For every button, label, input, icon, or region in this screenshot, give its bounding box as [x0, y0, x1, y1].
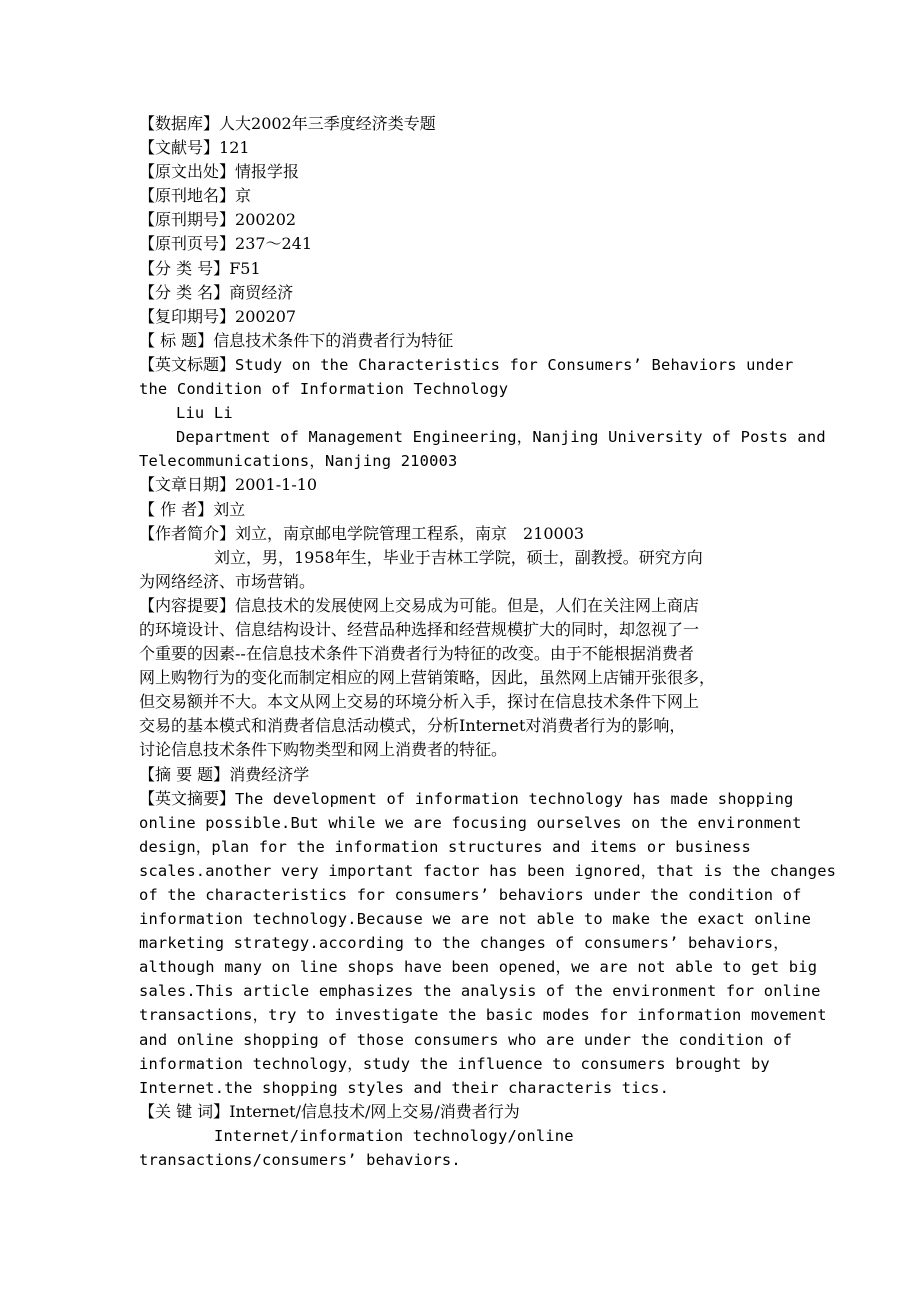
field-label: 【文献号】 — [139, 138, 220, 158]
en-affiliation: Department of Management Engineering，Nanjing University of Posts and — [176, 428, 826, 447]
abstract-cn-line: 的环境设计、信息结构设计、经营品种选择和经营规模扩大的同时，却忽视了一 — [139, 619, 700, 639]
field-source — [139, 160, 829, 184]
abstract-en-line: although many on line shops have been opened，we are not able to get big — [139, 958, 818, 977]
field-abstract-en — [139, 787, 829, 811]
abstract-cn-line: 但交易额并不大。本文从网上交易的环境分析入手，探讨在信息技术条件下网上 — [139, 692, 700, 712]
field-value: 2001-1-10 — [235, 475, 318, 495]
field-label: 【摘 要 题】 — [139, 764, 230, 784]
field-issue — [139, 208, 829, 232]
abstract-en-line: of the characteristics for consumers’ behaviors under the condition of — [139, 886, 802, 904]
field-class-no — [139, 257, 829, 281]
abstract-en-line: marketing strategy.according to the changes of consumers’ behaviors， — [139, 934, 789, 953]
field-label: 【作者简介】 — [139, 523, 236, 543]
field-class-name — [139, 281, 829, 305]
field-date — [139, 473, 829, 497]
field-value: 刘立 — [213, 499, 246, 519]
field-value: 消费经济学 — [229, 764, 310, 784]
field-value: The development of information technology has made shopping — [235, 789, 794, 808]
en-author: Liu Li — [176, 404, 233, 423]
field-label: 【分 类 号】 — [139, 258, 230, 278]
abstract-cn-line: 网上购物行为的变化而制定相应的网上营销策略，因此，虽然网上店铺开张很多， — [139, 668, 716, 688]
field-label: 【内容提要】 — [139, 595, 236, 615]
field-keywords — [139, 1100, 829, 1124]
en-affiliation-continued: Telecommunications，Nanjing 210003 — [139, 452, 458, 471]
abstract-en-line: scales.another very important factor has been ignored，that is the changes — [139, 861, 837, 880]
keywords-en-continued: transactions/consumers’ behaviors. — [139, 1151, 461, 1170]
document-page — [139, 112, 837, 1172]
field-doc-no — [139, 136, 829, 160]
abstract-en-line: and online shopping of those consumers who are under the condition of — [139, 1030, 793, 1049]
field-label: 【原刊页号】 — [139, 234, 236, 254]
field-label: 【原刊地名】 — [139, 186, 236, 206]
field-value: 200207 — [235, 306, 297, 326]
abstract-en-line: information technology，study the influence to consumers brought by — [139, 1054, 770, 1073]
en-title-continued: the Condition of Information Technology — [139, 380, 509, 399]
field-value: 商贸经济 — [229, 282, 294, 302]
abstract-en-line: design，plan for the information structures and items or business — [139, 837, 751, 856]
field-abstract-cn — [139, 594, 829, 618]
field-value: 人大2002年三季度经济类专题 — [219, 114, 436, 133]
abstract-en-line: online possible.But while we are focusing ourselves on the environment — [139, 813, 802, 832]
abstract-cn-line: 个重要的因素--在信息技术条件下消费者行为特征的改变。由于不能根据消费者 — [139, 644, 694, 664]
field-value: 200202 — [235, 210, 297, 230]
field-database — [139, 112, 829, 136]
field-label: 【英文标题】 — [139, 354, 236, 374]
field-label: 【关 键 词】 — [139, 1101, 230, 1121]
field-label: 【复印期号】 — [139, 306, 236, 326]
author-bio-detail: 刘立，男，1958年生，毕业于吉林工学院，硕士，副教授。研究方向 — [214, 547, 703, 567]
field-pages — [139, 232, 829, 256]
abstract-en-line: sales.This article emphasizes the analysis of the environment for online — [139, 982, 821, 1001]
field-value: Study on the Characteristics for Consumers’ Behaviors under — [235, 355, 794, 374]
field-value: 信息技术条件下的消费者行为特征 — [213, 330, 454, 350]
field-place — [139, 184, 829, 208]
field-author — [139, 498, 829, 522]
field-author-bio — [139, 522, 829, 546]
field-value: 121 — [219, 138, 250, 158]
field-subject — [139, 763, 829, 787]
field-value: 信息技术的发展使网上交易成为可能。但是，人们在关注网上商店 — [235, 595, 700, 615]
abstract-en-line: Internet.the shopping styles and their characteris tics. — [139, 1078, 670, 1097]
field-en-title — [139, 353, 829, 377]
keywords-en: Internet/information technology/online — [214, 1126, 574, 1145]
field-value: 情报学报 — [235, 162, 300, 182]
field-label: 【分 类 名】 — [139, 282, 230, 302]
abstract-cn-line: 交易的基本模式和消费者信息活动模式，分析Internet对消费者行为的影响， — [139, 716, 686, 736]
field-value: 刘立，南京邮电学院管理工程系，南京 210003 — [235, 523, 585, 543]
field-reprint-issue — [139, 305, 829, 329]
field-value: F51 — [229, 258, 261, 278]
field-value: 237～241 — [235, 234, 313, 254]
abstract-cn-line: 讨论信息技术条件下购物类型和网上消费者的特征。 — [139, 740, 508, 760]
field-label: 【原文出处】 — [139, 162, 236, 182]
abstract-en-line: information technology.Because we are not able to make the exact online — [139, 910, 812, 929]
field-label: 【 标 题】 — [139, 330, 214, 350]
field-label: 【原刊期号】 — [139, 210, 236, 230]
author-bio-detail-continued: 为网络经济、市场营销。 — [139, 571, 316, 591]
field-label: 【 作 者】 — [139, 499, 214, 519]
field-title — [139, 329, 829, 353]
field-value: 京 — [235, 186, 252, 206]
abstract-en-line: transactions，try to investigate the basic modes for information movement — [139, 1006, 827, 1025]
field-label: 【数据库】 — [139, 114, 220, 133]
field-value: Internet/信息技术/网上交易/消费者行为 — [229, 1101, 520, 1121]
field-label: 【文章日期】 — [139, 475, 236, 495]
field-label: 【英文摘要】 — [139, 788, 236, 808]
